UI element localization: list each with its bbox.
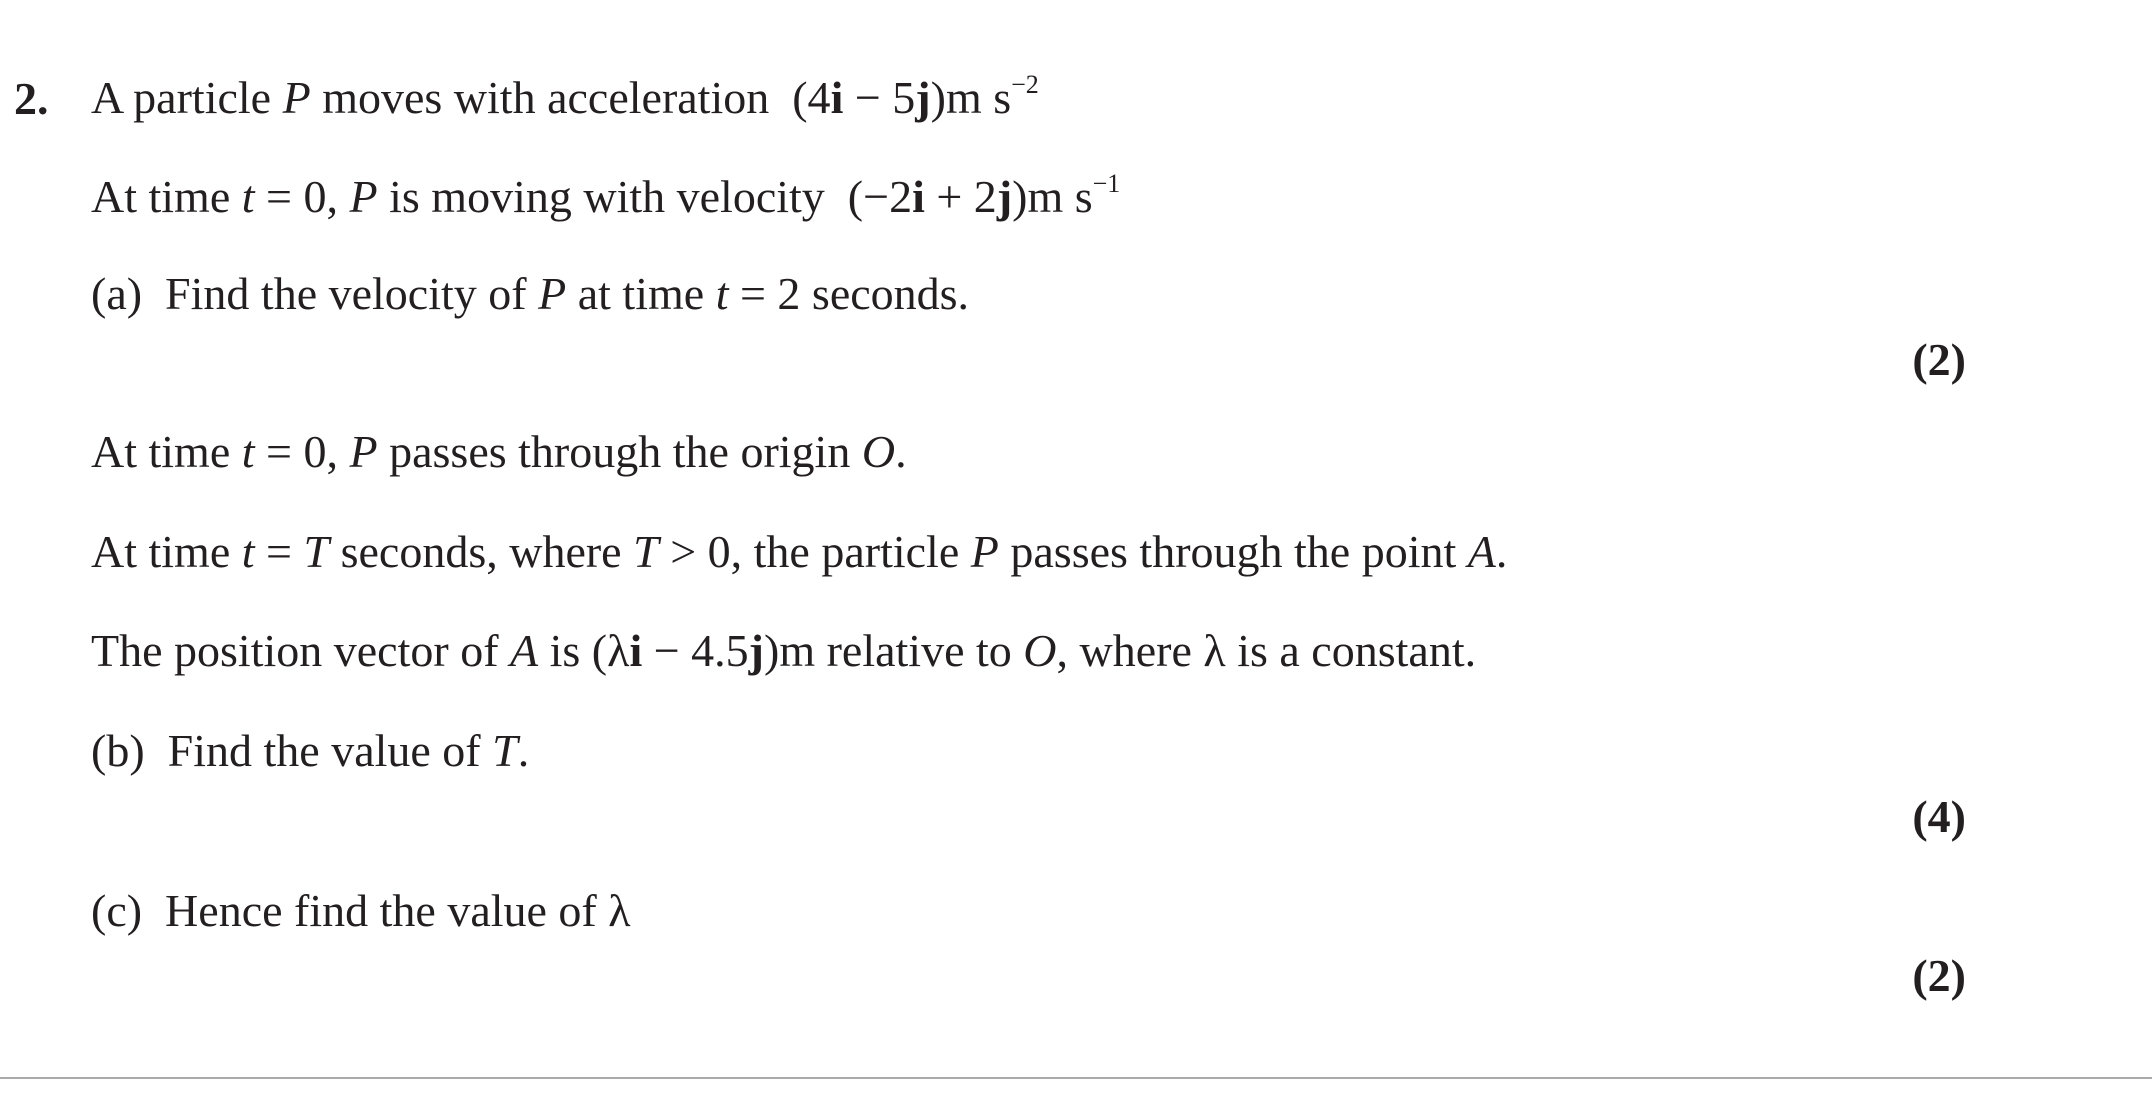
math-symbol: t (241, 426, 255, 477)
unit-exponent: −1 (1092, 169, 1121, 198)
math-symbol: i (830, 72, 844, 123)
text-run: At time (91, 171, 242, 222)
math-symbol: j (996, 171, 1013, 222)
text-run: at time (566, 268, 716, 319)
origin-statement (91, 426, 907, 477)
text-run: is moving with velocity (−2 (377, 171, 913, 222)
text-run: seconds, where (329, 526, 634, 577)
math-symbol: j (748, 625, 764, 676)
text-run: )m relative to (764, 625, 1024, 676)
text-run: . (1495, 526, 1508, 577)
text-run: , where λ is a constant. (1056, 625, 1477, 676)
text-run: At time (91, 426, 242, 477)
text-run: + 2 (924, 171, 997, 222)
math-symbol: T (492, 725, 518, 776)
part-c-marks: (2) (1912, 950, 1966, 1001)
math-symbol: j (915, 72, 931, 123)
part-a-prompt (91, 268, 970, 319)
text-run: − 5 (843, 72, 916, 123)
math-symbol: O (861, 426, 896, 477)
text-run: (a) Find the velocity of (91, 268, 539, 319)
text-run: A particle (91, 72, 283, 123)
math-symbol: t (241, 171, 255, 222)
text-run: passes through the point (998, 526, 1468, 577)
text-run: is (λ (538, 625, 630, 676)
text-run: = 2 seconds. (728, 268, 970, 319)
point-a-statement (91, 526, 1508, 577)
text-run: )m s (930, 72, 1012, 123)
part-c-prompt (91, 885, 631, 936)
text-run: = 0, (254, 426, 350, 477)
page-divider (0, 1077, 2152, 1079)
math-symbol: P (538, 268, 567, 319)
question-number: 2. (14, 73, 49, 124)
text-run: moves with acceleration (4 (310, 72, 831, 123)
text-run: At time (91, 526, 242, 577)
math-symbol: i (629, 625, 643, 676)
text-run: (b) Find the value of (91, 725, 493, 776)
math-symbol: P (349, 426, 378, 477)
math-symbol: t (715, 268, 729, 319)
math-symbol: t (241, 526, 255, 577)
text-run: )m s (1012, 171, 1093, 222)
text-run: > 0, the particle (658, 526, 971, 577)
math-symbol: P (970, 526, 999, 577)
part-a-marks: (2) (1912, 334, 1966, 385)
math-symbol: P (349, 171, 378, 222)
math-symbol: T (633, 526, 659, 577)
text-run: The position vector of (91, 625, 511, 676)
math-symbol: A (510, 625, 539, 676)
text-run: (c) Hence find the value of λ (91, 885, 631, 936)
math-symbol: A (1467, 526, 1496, 577)
question-stem-acceleration (91, 72, 1039, 121)
math-symbol: i (912, 171, 925, 222)
text-run: − 4.5 (642, 625, 749, 676)
text-run: . (517, 725, 530, 776)
question-stem-velocity (91, 171, 1120, 220)
position-vector-statement (91, 625, 1477, 676)
part-b-prompt (91, 725, 530, 776)
text-run: passes through the origin (377, 426, 862, 477)
text-run: = (254, 526, 304, 577)
unit-exponent: −2 (1011, 70, 1039, 99)
math-symbol: T (303, 526, 330, 577)
math-symbol: P (282, 72, 311, 123)
math-symbol: O (1023, 625, 1057, 676)
part-b-marks: (4) (1912, 791, 1966, 842)
text-run: = 0, (254, 171, 350, 222)
text-run: . (895, 426, 907, 477)
